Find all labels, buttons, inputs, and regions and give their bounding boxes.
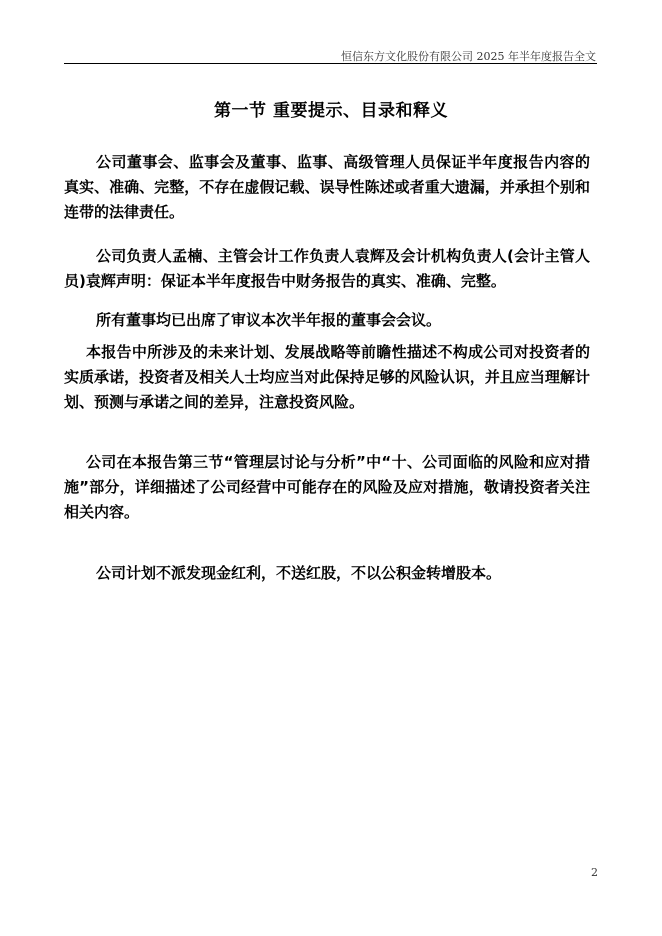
paragraph-forward-looking-statement: 本报告中所涉及的未来计划、发展战略等前瞻性描述不构成公司对投资者的实质承诺，投资者及相关人士均应当对此保持足够的风险认识，并且应当理解计划、预测与承诺之间的差异，注意投资风险。 bbox=[64, 343, 590, 411]
paragraph-responsible-persons-statement: 公司负责人孟楠、主管会计工作负责人袁辉及会计机构负责人(会计主管人员)袁辉声明：保证本半年度报告中财务报告的真实、准确、完整。 bbox=[64, 247, 590, 290]
page-number: 2 bbox=[591, 866, 598, 879]
section-title: 第一节 重要提示、目录和释义 bbox=[214, 101, 448, 121]
header-divider bbox=[64, 63, 597, 64]
running-header: 恒信东方文化股份有限公司 2025 年半年度报告全文 bbox=[341, 50, 596, 63]
paragraph-board-guarantee: 公司董事会、监事会及董事、监事、高级管理人员保证半年度报告内容的真实、准确、完整，不存在虚假记载、误导性陈述或者重大遗漏，并承担个别和连带的法律责任。 bbox=[64, 153, 590, 221]
paragraph-risk-reference: 公司在本报告第三节“管理层讨论与分析”中“十、公司面临的风险和应对措施”部分，详细描述了公司经营中可能存在的风险及应对措施，敬请投资者关注相关内容。 bbox=[64, 453, 590, 521]
paragraph-dividend-plan: 公司计划不派发现金红利，不送红股，不以公积金转增股本。 bbox=[96, 564, 502, 582]
paragraph-directors-attendance: 所有董事均已出席了审议本次半年报的董事会会议。 bbox=[96, 311, 442, 329]
